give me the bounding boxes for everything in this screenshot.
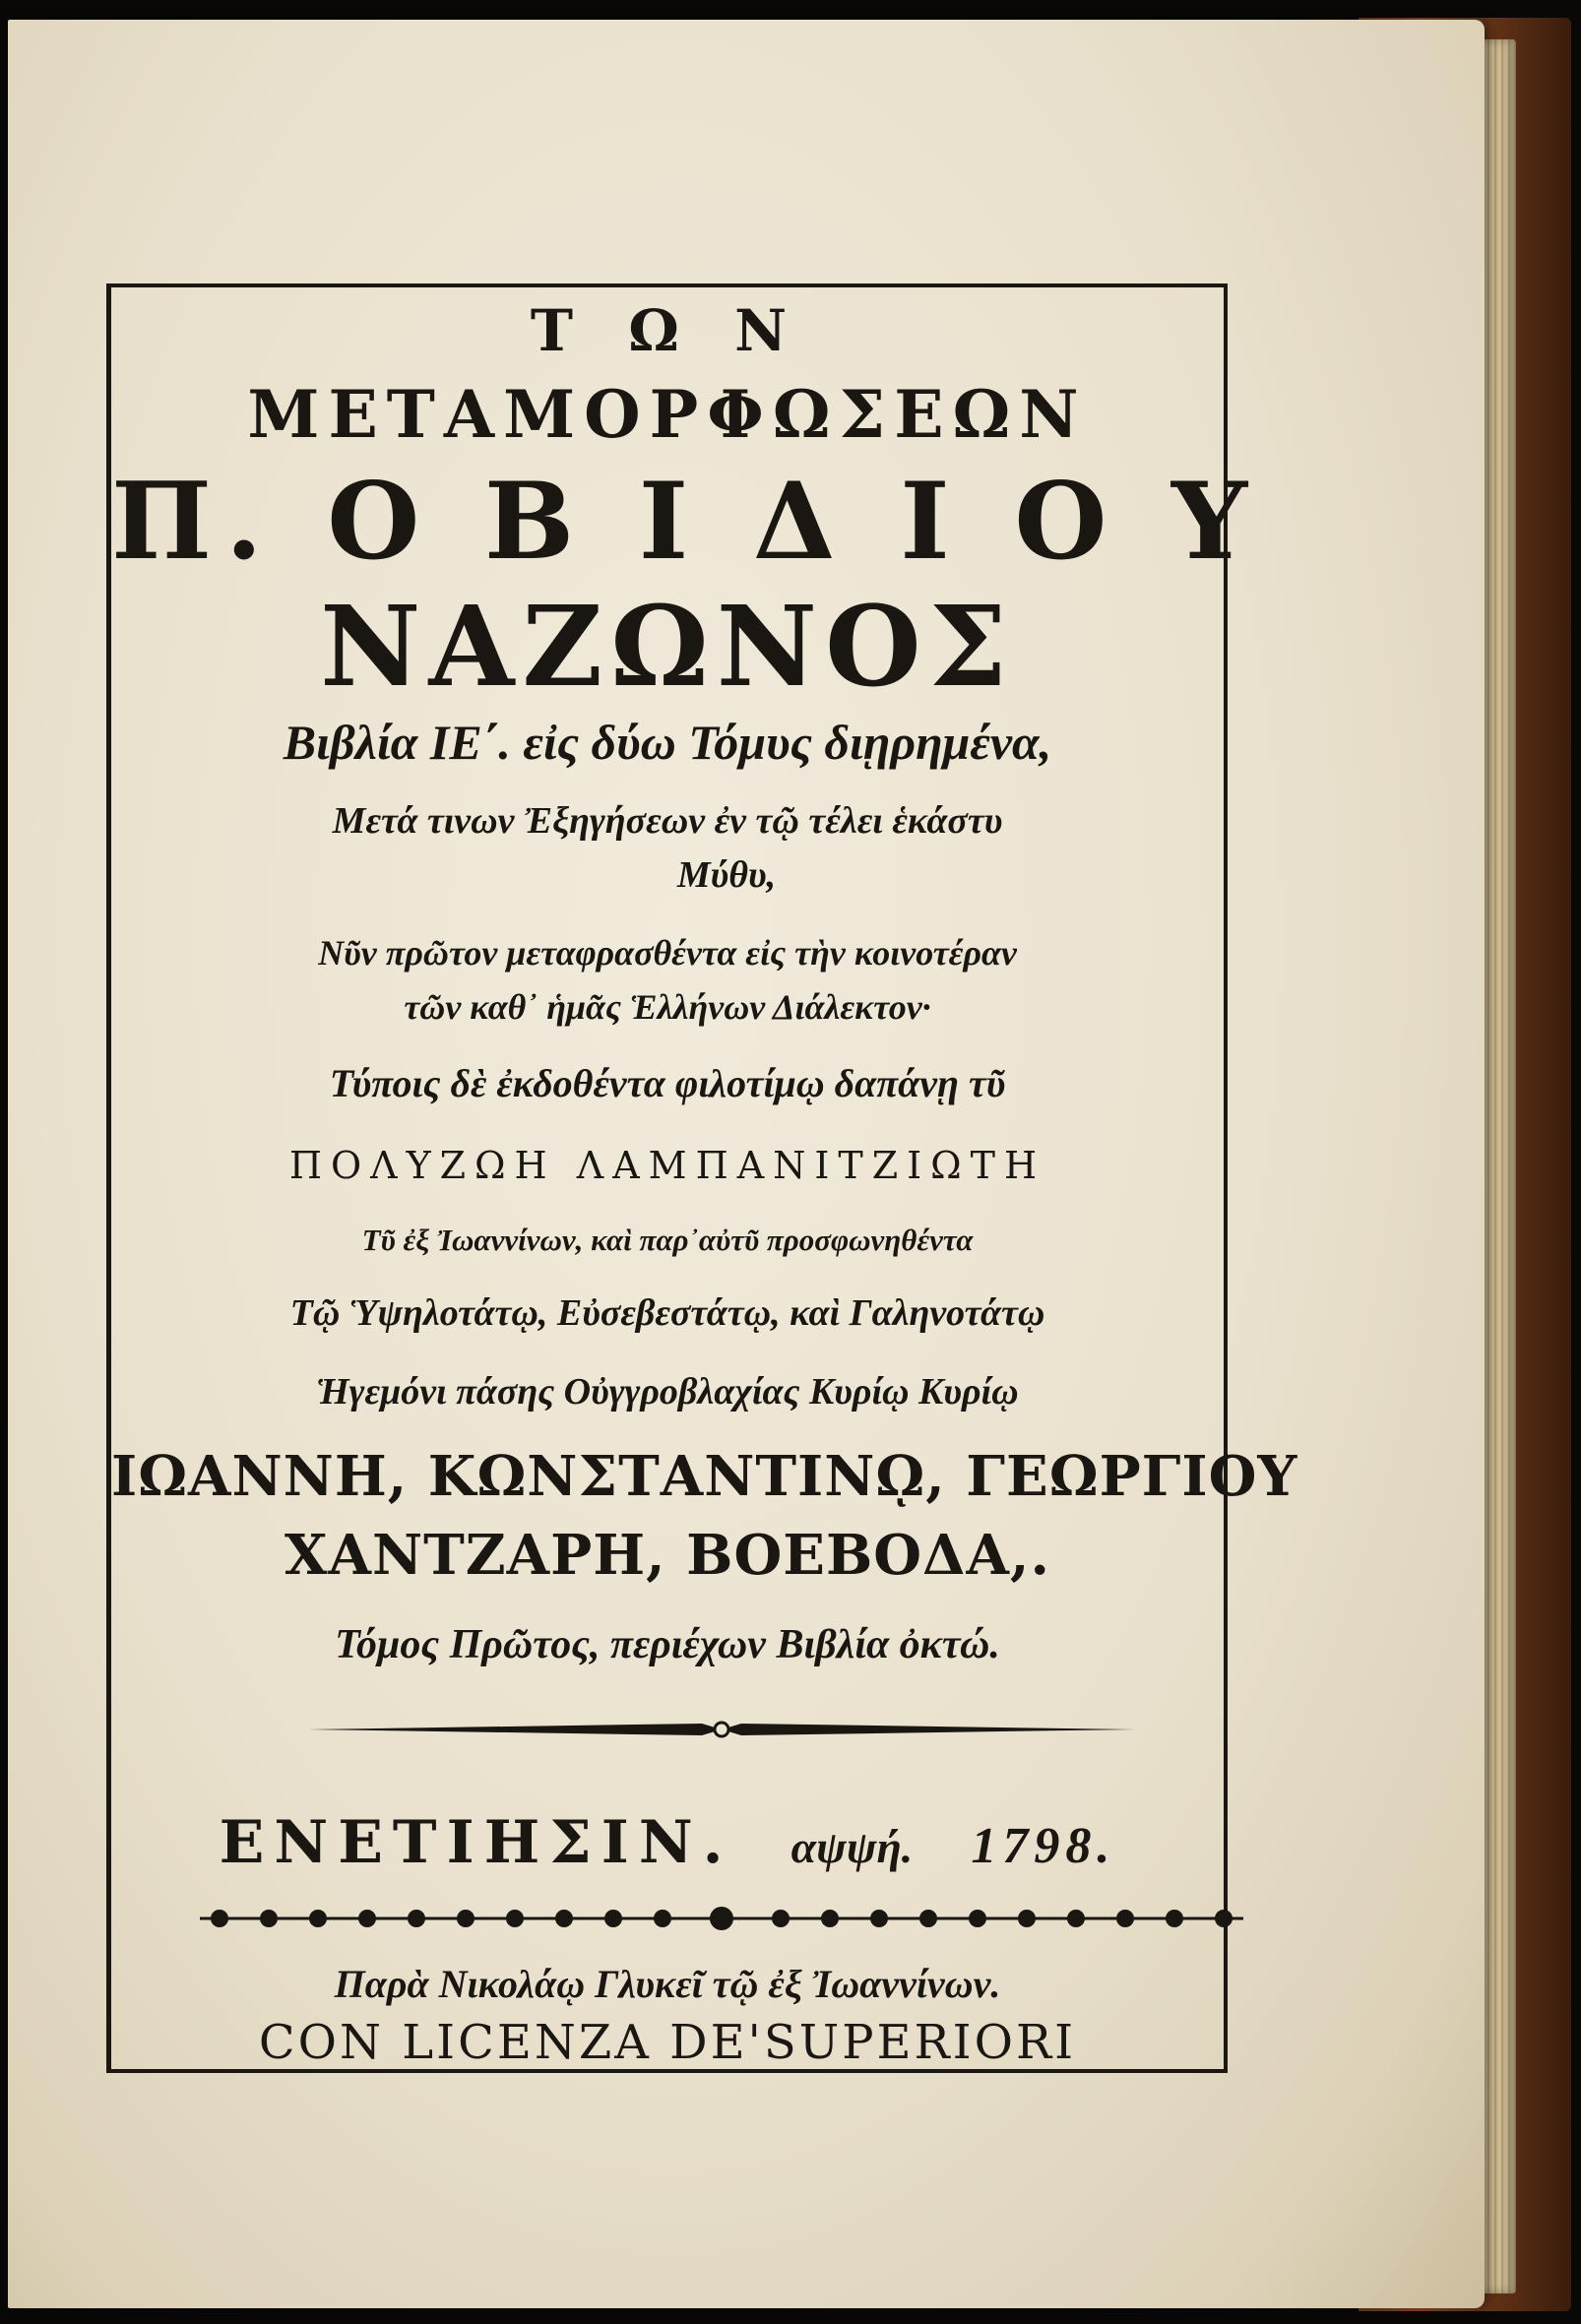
line-nyn: Νῦν πρῶτον μεταφρασθέντα εἰς τὴν κοινοτέραν xyxy=(318,933,1017,973)
line-mythu: Μύθυ, xyxy=(676,854,777,896)
heading-ovidiou: Π. Ο Β Ι Δ Ι Ο Υ xyxy=(111,460,1262,584)
ornament-band xyxy=(200,1902,1243,1935)
line-ioanni: ΙΩΑΝΝΗ, ΚΩΝΣΤΑΝΤΙΝῼ, ΓΕΩΡΓΙΟΥ xyxy=(111,1444,1298,1509)
decorative-rule xyxy=(308,1720,1135,1739)
imprint-line xyxy=(111,1808,1224,1887)
imprint-year: 1798. xyxy=(971,1818,1116,1874)
line-biblia: Βιβλία ΙΕ΄. εἰς δύω Τόμυς διῃρημένα, xyxy=(283,715,1052,770)
line-licenza: CON LICENZA DE'SUPERIORI xyxy=(258,2015,1077,2070)
line-igemoni: Ἡγεμόνι πάσης Οὐγγροβλαχίας Κυρίῳ Κυρίῳ xyxy=(316,1371,1019,1413)
line-meta: Μετά τινων Ἐξηγήσεων ἐν τῷ τέλει ἑκάστυ xyxy=(332,800,1003,842)
imprint-year-greek: αψψή. xyxy=(790,1822,914,1872)
title-page-border xyxy=(106,283,1298,2073)
line-hantzari: ΧΑΝΤΖΑΡΗ, ΒΟΕΒΟΔΑ,. xyxy=(285,1523,1050,1588)
line-tw-ypsil: Τῷ Ὑψηλοτάτῳ, Εὐσεβεστάτῳ, καὶ Γαληνοτάτῳ xyxy=(289,1292,1045,1334)
line-tomos: Τόμος Πρῶτος, περιέχων Βιβλία ὀκτώ. xyxy=(335,1622,1000,1667)
heading-ton: Τ Ω Ν xyxy=(530,297,805,364)
line-kath: τῶν καθ᾽ ἡμᾶς Ἑλλήνων Διάλεκτον· xyxy=(404,987,931,1027)
title-page xyxy=(8,20,1485,2308)
heading-nazonos: ΝΑΖΩΝΟΣ xyxy=(320,583,1015,712)
line-para: Παρὰ Νικολάῳ Γλυκεῖ τῷ ἐξ Ἰωαννίνων. xyxy=(334,1962,1001,2006)
heading-metamorphoseon: ΜΕΤΑΜΟΡΦΩΣΕΩΝ xyxy=(247,376,1088,453)
line-polyzoi: ΠΟΛΥΖΩΗ ΛΑΜΠΑΝΙΤΖΙΩΤΗ xyxy=(288,1144,1046,1187)
line-tou-ex: Τῦ ἐξ Ἰωαννίνων, καὶ παρ᾽αὐτῦ προσφωνηθέντα xyxy=(361,1223,974,1257)
imprint-place: ΕΝΕΤΙΗΣΙΝ. xyxy=(219,1808,733,1877)
line-typois: Τύποις δὲ ἐκδοθέντα φιλοτίμῳ δαπάνῃ τῦ xyxy=(329,1061,1006,1105)
